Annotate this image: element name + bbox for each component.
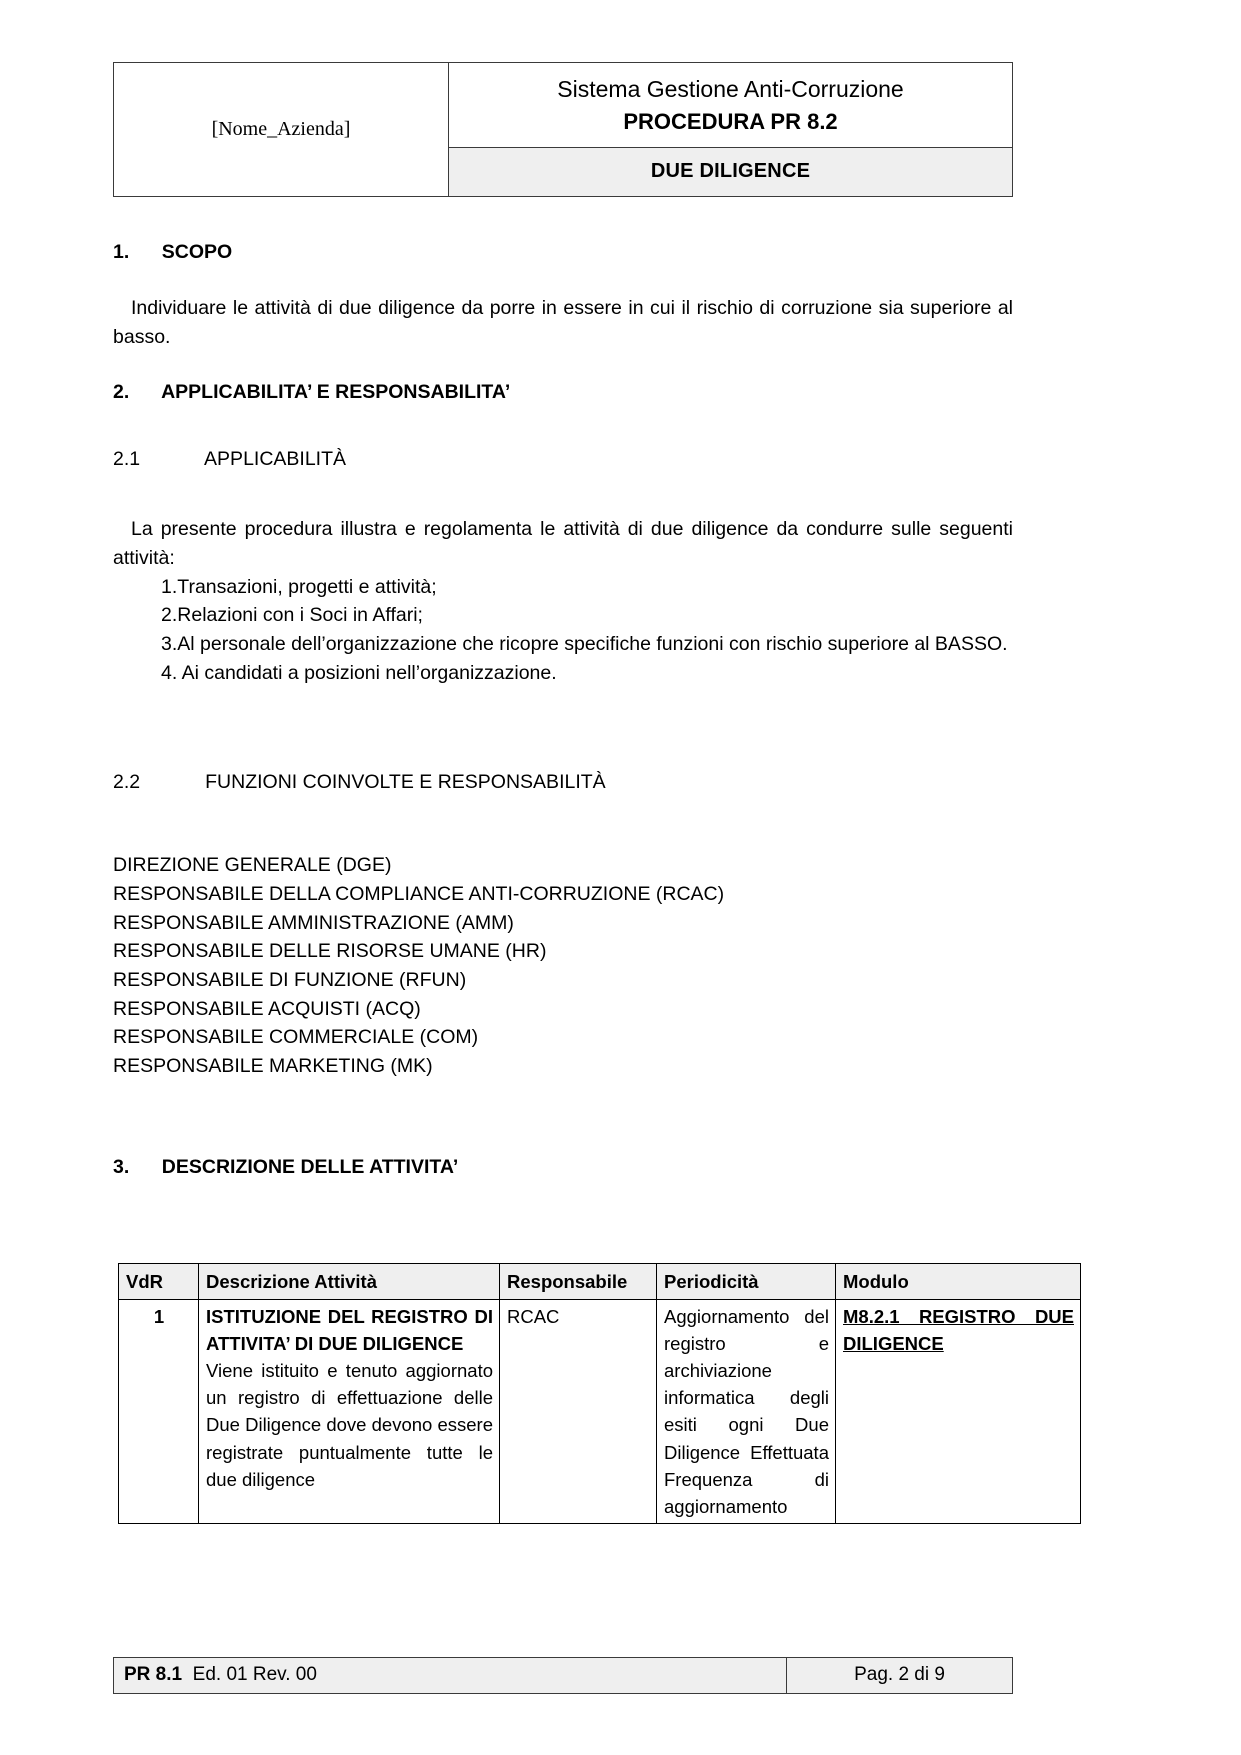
footer-left-cell [114,1658,787,1694]
cell-descrizione-title: ISTITUZIONE DEL REGISTRO DI ATTIVITA’ DI DUE DILIGENCE [206,1305,493,1354]
document-subject: DUE DILIGENCE [449,147,1013,196]
column-header-vdr: VdR [119,1263,199,1299]
section-1-title: SCOPO [161,241,233,263]
list-item: 3.Al personale dell’organizzazione che ricopre specifiche funzioni con rischio superiore al BASSO. [161,632,1008,655]
document-content [113,62,1074,1524]
activities-table [118,1263,1081,1525]
spacer [113,1179,1013,1241]
spacer [113,838,1013,851]
column-header-descrizione: Descrizione Attività [199,1263,500,1299]
section-2-heading [113,381,1013,404]
role-item: RESPONSABILE ACQUISTI (ACQ) [113,997,421,1020]
procedure-title: PROCEDURA PR 8.2 [623,109,838,135]
spacer [113,197,1013,241]
role-item: RESPONSABILE AMMINISTRAZIONE (AMM) [113,911,514,934]
column-header-modulo: Modulo [836,1263,1081,1299]
table-row [119,1299,1081,1524]
document-header-table [113,62,1013,197]
spacer [113,794,1013,838]
list-item: 2.Relazioni con i Soci in Affari; [161,604,423,627]
section-2-number: 2. [113,381,130,404]
section-1-number: 1. [113,241,130,263]
section-2-2-title: FUNZIONI COINVOLTE E RESPONSABILITÀ [205,771,606,794]
section-2-2-heading [113,771,1013,794]
section-2-1-paragraph: La presente procedura illustra e regolamenta le attività di due diligence da condurre sulle seguenti attività: [113,518,1013,569]
list-item: 4. Ai candidati a posizioni nell’organizzazione. [161,661,557,684]
role-item: RESPONSABILE DELLA COMPLIANCE ANTI-CORRUZIONE (RCAC) [113,882,725,905]
section-3-title: DESCRIZIONE DELLE ATTIVITA’ [161,1155,459,1178]
footer-doc-code: PR 8.1 [124,1664,183,1685]
role-item: RESPONSABILE DI FUNZIONE (RFUN) [113,968,467,991]
role-item: RESPONSABILE DELLE RISORSE UMANE (HR) [113,940,547,963]
section-1-heading [113,241,1013,264]
cell-descrizione [199,1299,500,1524]
cell-responsabile: RCAC [500,1299,657,1524]
role-item: RESPONSABILE COMMERCIALE (COM) [113,1026,479,1049]
section-3-heading [113,1156,1013,1179]
company-name-cell: [Nome_Azienda] [114,63,449,197]
section-2-1-heading [113,448,1013,471]
system-title: Sistema Gestione Anti-Corruzione [557,75,904,102]
cell-vdr: 1 [119,1299,199,1524]
spacer [113,471,1013,515]
role-item: DIREZIONE GENERALE (DGE) [113,854,392,877]
spacer [113,264,1013,294]
section-2-2-number: 2.2 [113,771,141,794]
section-3-number: 3. [113,1155,130,1178]
footer-table [113,1657,1013,1694]
spacer [113,1241,1013,1263]
spacer [113,1081,1013,1143]
footer-page-number: Pag. 2 di 9 [787,1658,1013,1694]
cell-descrizione-text: Viene istituito e tenuto aggiornato un registro di effettuazione delle Due Diligence dove devono essere registrate puntualmente tutte le due diligence [206,1360,493,1490]
column-header-responsabile: Responsabile [500,1263,657,1299]
spacer [113,1143,1013,1156]
spacer [113,404,1013,448]
cell-modulo: M8.2.1 REGISTRO DUE DILIGENCE [836,1299,1081,1524]
spacer [113,351,1013,381]
section-2-title: APPLICABILITA’ E RESPONSABILITA’ [161,381,511,404]
spacer [113,687,1013,749]
column-header-periodicita: Periodicità [657,1263,836,1299]
section-2-1-title: APPLICABILITÀ [204,448,347,471]
header-title-cell [449,63,1013,148]
list-item: 1.Transazioni, progetti e attività; [161,575,437,598]
role-item: RESPONSABILE MARKETING (MK) [113,1054,433,1077]
spacer [113,749,1013,771]
table-header-row [119,1263,1081,1299]
section-1-paragraph: Individuare le attività di due diligence da porre in essere in cui il rischio di corruzione sia superiore al basso. [113,297,1013,348]
document-footer [113,1657,1013,1694]
section-2-1-number: 2.1 [113,448,141,471]
cell-periodicita: Aggiornamento del registro e archiviazione informatica degli esiti ogni Due Diligence Effettuata Frequenza di aggiornamento [657,1299,836,1524]
footer-edition: Ed. 01 Rev. 00 [192,1664,317,1685]
